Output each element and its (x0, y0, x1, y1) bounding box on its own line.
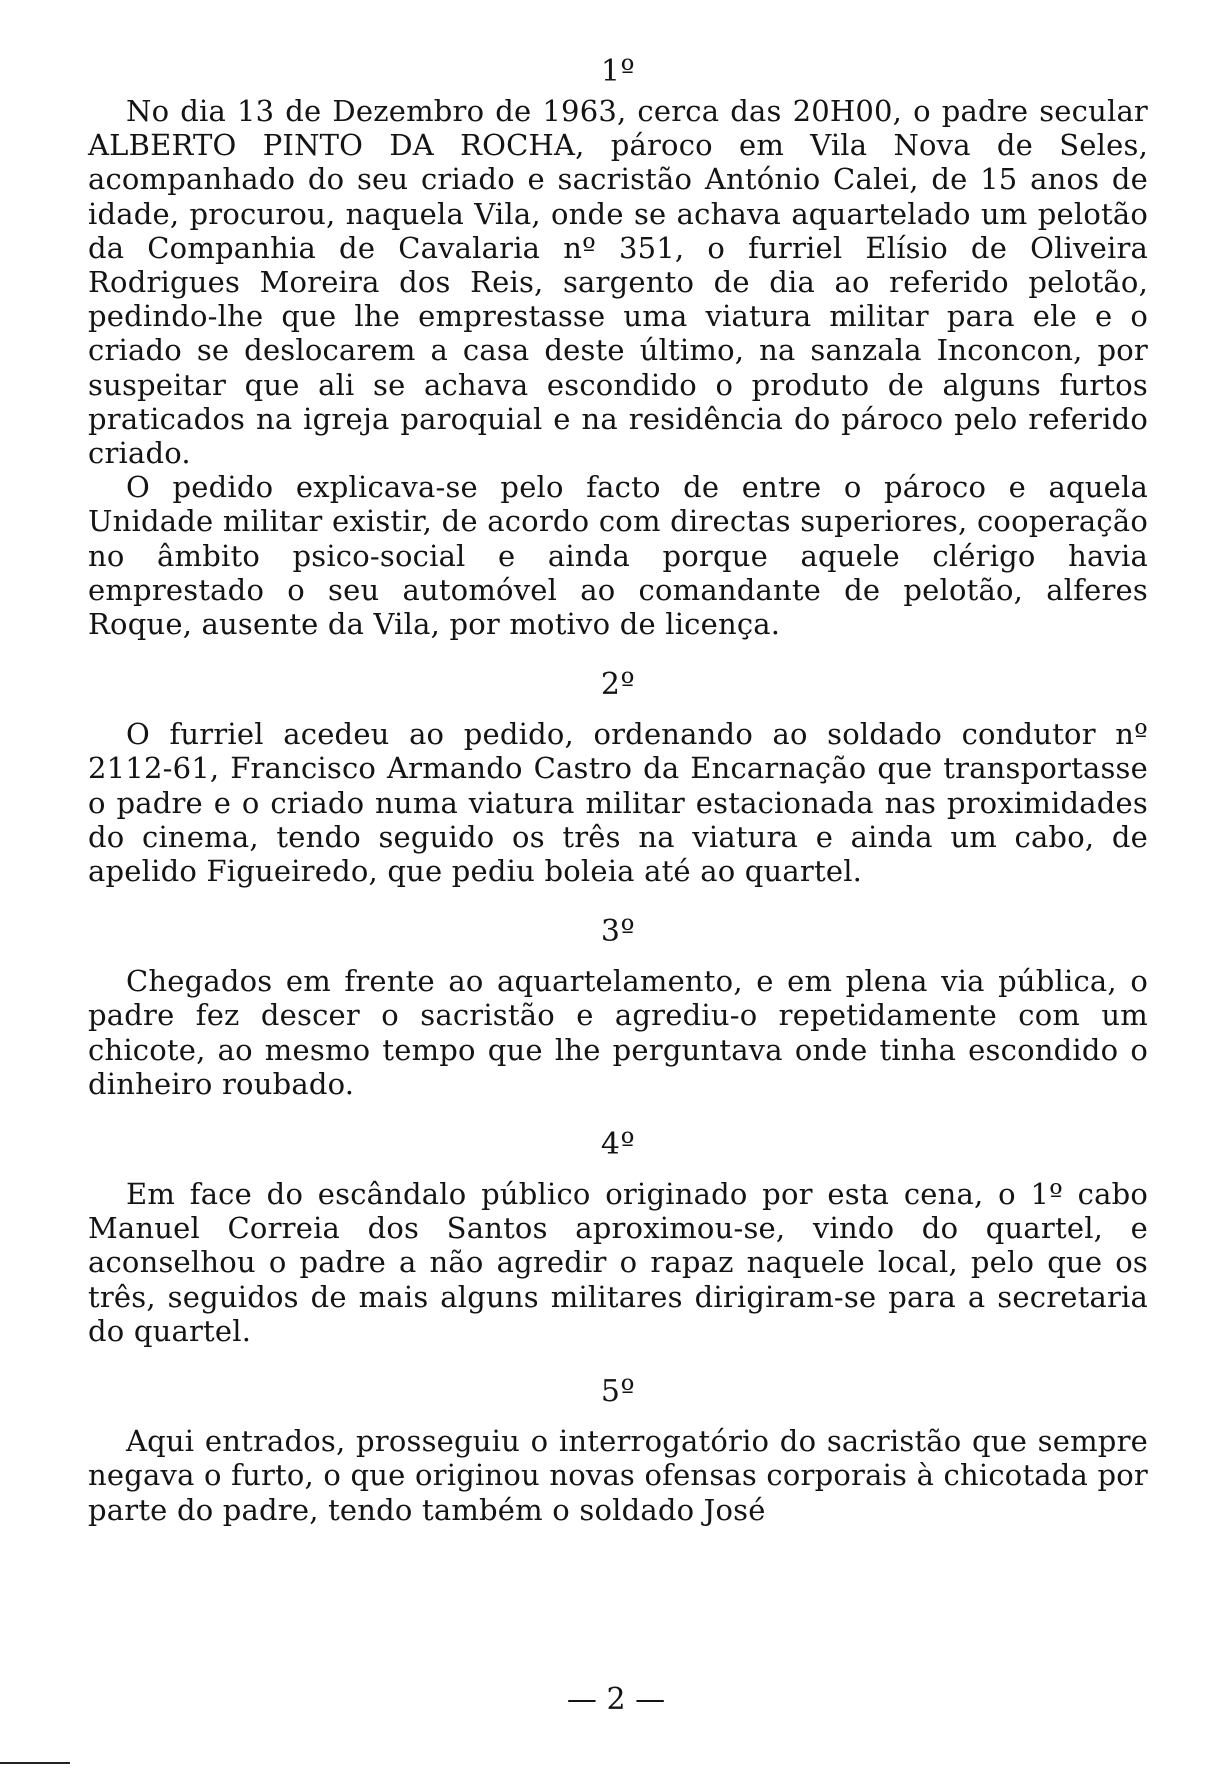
page-number: — 2 — (566, 1682, 666, 1717)
section-5-paragraph-1: Aqui entrados, prosseguiu o interrogatório do sacristão que sempre negava o furto, o que originou novas ofensas corporais à chicotada por parte do padre, tendo também o soldado José (88, 1424, 1148, 1527)
section-number-4: 4º (600, 1127, 636, 1163)
scan-edge-mark (0, 1762, 70, 1764)
section-4-paragraph-1: Em face do escândalo público originado por esta cena, o 1º cabo Manuel Correia dos Santos aproximou-se, vindo do quartel, e aconselhou o padre a não agredir o rapaz naquele local, pelo que os três, seguidos de mais alguns militares dirigiram-se para a secretaria do quartel. (88, 1177, 1148, 1348)
section-2-paragraph-1: O furriel acedeu ao pedido, ordenando ao soldado condutor nº 2112-61, Francisco Armando Castro da Encarnação que transportasse o padre e o criado numa viatura militar estacionada nas proximidades do cinema, tendo seguido os três na viatura e ainda um cabo, de apelido Figueiredo, que pediu boleia até ao quartel. (88, 717, 1148, 889)
section-3-paragraph-1: Chegados em frente ao aquartelamento, e em plena via pública, o padre fez descer o sacristão e agrediu-o repetidamente com um chicote, ao mesmo tempo que lhe perguntava onde tinha escondido o dinheiro roubado. (88, 964, 1148, 1101)
section-1-paragraph-2: O pedido explicava-se pelo facto de entre o pároco e aquela Unidade militar existir, de acordo com directas superiores, cooperação no âmbito psico-social e ainda porque aquele clérigo havia emprestado o seu automóvel ao comandante de pelotão, alferes Roque, ausente da Vila, por motivo de licença. (88, 470, 1148, 642)
section-1-paragraph-1: No dia 13 de Dezembro de 1963, cerca das 20H00, o padre secular ALBERTO PINTO DA ROCHA, pároco em Vila Nova de Seles, acompanhado do seu criado e sacristão António Calei, de 15 anos de idade, procurou, naquela Vila, onde se achava aquartelado um pelotão da Companhia de Cavalaria nº 351, o furriel Elísio de Oliveira Rodrigues Moreira dos Reis, sargento de dia ao referido pelotão, pedindo-lhe que lhe emprestasse uma viatura militar para ele e o criado se deslocarem a casa deste último, na sanzala Inconcon, por suspeitar que ali se achava escondido o produto de alguns furtos praticados na igreja paroquial e na residência do pároco pelo referido criado. (88, 94, 1148, 471)
section-number-1: 1º (600, 54, 636, 89)
section-number-5: 5º (600, 1374, 636, 1410)
section-number-2: 2º (600, 667, 636, 703)
section-number-3: 3º (600, 914, 636, 950)
